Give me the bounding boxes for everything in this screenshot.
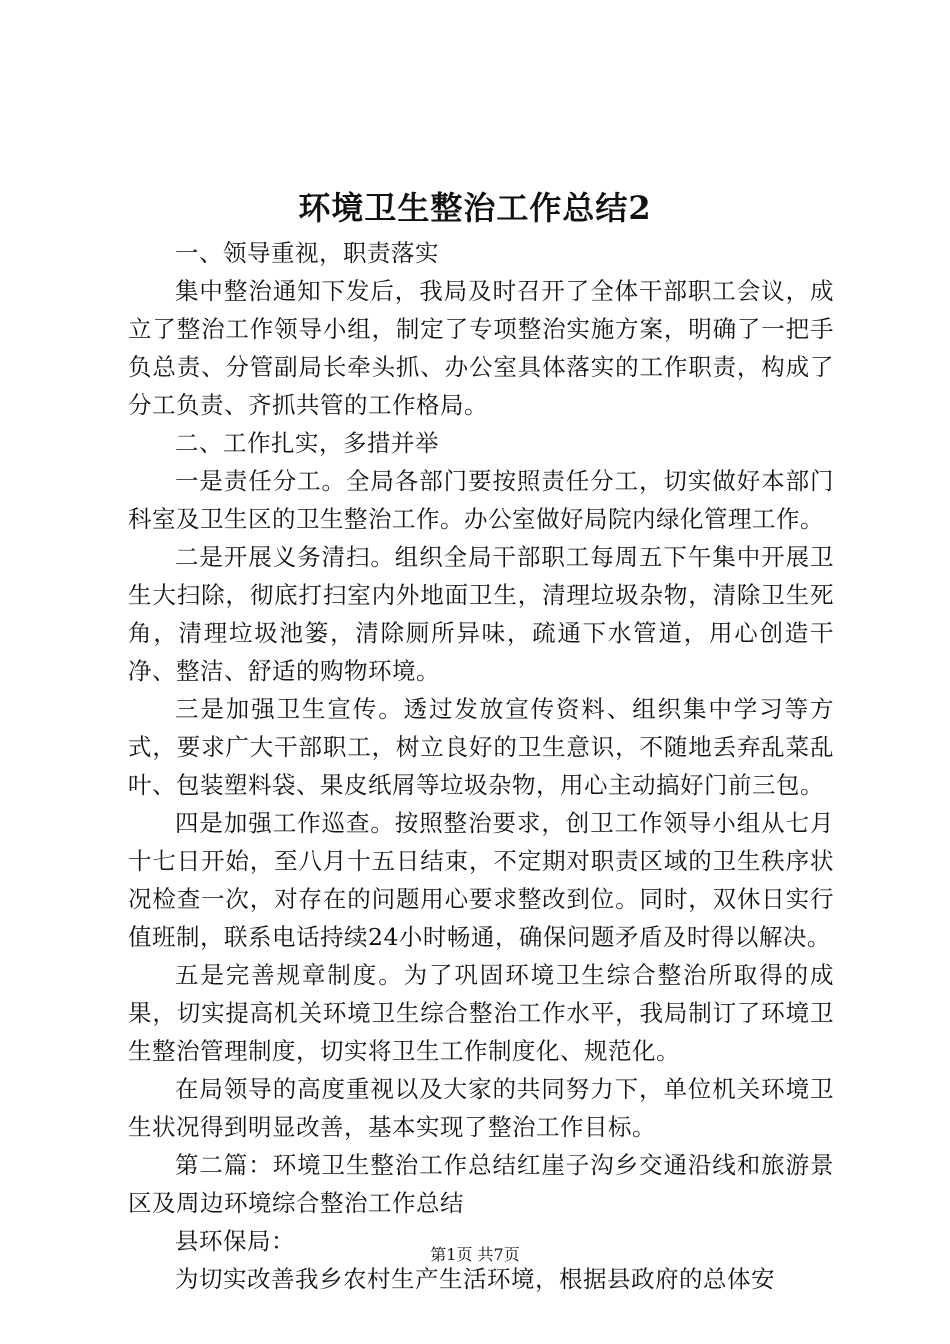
salutation: 县环保局： — [175, 1227, 295, 1255]
body-paragraph: 四是加强工作巡查。按照整治要求，创卫工作领导小组从七月十七日开始，至八月十五日结束，不定期对职责区域的卫生秩序状况检查一次，对存在的问题用心要求整改到位。同时，双休日实行值班制，联系电话持续24小时畅通，确保问题矛盾及时得以解决。 — [128, 809, 834, 951]
body-paragraph: 五是完善规章制度。为了巩固环境卫生综合整治所取得的成果，切实提高机关环境卫生综合整治工作水平，我局制订了环境卫生整治管理制度，切实将卫生工作制度化、规范化。 — [128, 961, 834, 1065]
section-heading-1: 一、领导重视，职责落实 — [175, 239, 439, 267]
body-paragraph: 一是责任分工。全局各部门要按照责任分工，切实做好本部门科室及卫生区的卫生整治工作。办公室做好局院内绿化管理工作。 — [128, 467, 834, 533]
document-body — [128, 234, 834, 1298]
page-number-footer: 第1页 共7页 — [430, 1245, 520, 1264]
body-paragraph: 集中整治通知下发后，我局及时召开了全体干部职工会议，成立了整治工作领导小组，制定了专项整治实施方案，明确了一把手负总责、分管副局长牵头抓、办公室具体落实的工作职责，构成了分工负责、齐抓共管的工作格局。 — [128, 277, 834, 419]
body-paragraph: 三是加强卫生宣传。透过发放宣传资料、组织集中学习等方式，要求广大干部职工，树立良好的卫生意识，不随地丢弃乱菜乱叶、包装塑料袋、果皮纸屑等垃圾杂物，用心主动搞好门前三包。 — [128, 695, 834, 799]
chapter-heading: 第二篇：环境卫生整治工作总结红崖子沟乡交通沿线和旅游景区及周边环境综合整治工作总结 — [128, 1151, 834, 1217]
body-paragraph: 在局领导的高度重视以及大家的共同努力下，单位机关环境卫生状况得到明显改善，基本实现了整治工作目标。 — [128, 1075, 834, 1141]
section-heading-2: 二、工作扎实，多措并举 — [175, 429, 439, 457]
body-paragraph: 为切实改善我乡农村生产生活环境，根据县政府的总体安 — [175, 1265, 775, 1293]
body-paragraph: 二是开展义务清扫。组织全局干部职工每周五下午集中开展卫生大扫除，彻底打扫室内外地面卫生，清理垃圾杂物，清除卫生死角，清理垃圾池篓，清除厕所异味，疏通下水管道，用心创造干净、整洁、舒适的购物环境。 — [128, 543, 834, 685]
document-title: 环境卫生整治工作总结2 — [298, 189, 652, 227]
